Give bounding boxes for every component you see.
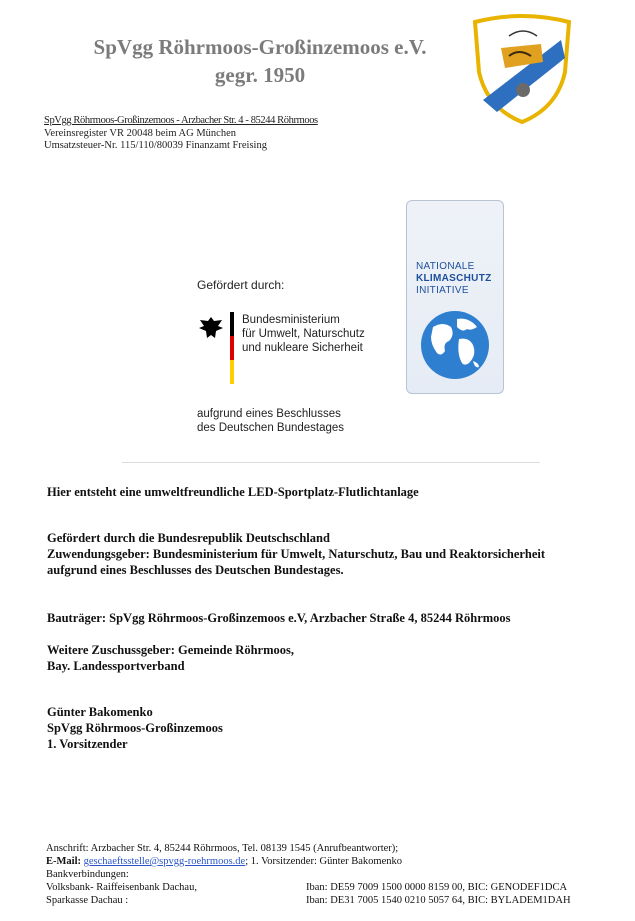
funding-line-3: aufgrund eines Beschlusses des Deutschen Bundestages. [47,563,344,577]
email-label: E-Mail: [46,856,81,867]
divider [122,462,540,463]
funding-line-1: Gefördert durch die Bundesrepublik Deutschschland [47,531,330,545]
funding-line-2: Zuwendungsgeber: Bundesministerium für Umwelt, Naturschutz, Bau und Reaktorsicherheit [47,547,546,561]
bank1-iban: Iban: DE59 7009 1500 0000 8159 00, BIC: GENODEF1DCA [306,882,568,893]
klimaschutz-initiative-badge [406,200,504,394]
bank2-iban: Iban: DE31 7005 1540 0210 5057 64, BIC: BYLADEM1DAH [306,895,571,906]
kn-text [416,261,492,297]
bundestag-resolution [197,407,344,435]
footer-email-line [46,856,402,869]
ministry-name [242,313,365,355]
email-link[interactable]: geschaeftsstelle@spvgg-roehrmoos.de [83,856,246,867]
resolution-line-1: aufgrund eines Beschlusses [197,408,341,420]
bank1-name: Volksbank- Raiffeisenbank Dachau, [46,882,197,893]
signer-club: SpVgg Röhrmoos-Großinzemoos [47,721,223,735]
sender-address: SpVgg Röhrmoos-Großinzemoos - Arzbacher Str. 4 - 85244 Röhrmoos [44,115,318,126]
tax-info: Umsatzsteuer-Nr. 115/110/80039 Finanzamt Freising [44,140,267,151]
kn-line-1: NATIONALE [416,261,475,272]
federal-eagle-icon [196,314,226,344]
funded-by-label: Gefördert durch: [197,278,285,292]
club-name: SpVgg Röhrmoos-Großinzemoos e.V. [93,35,427,59]
sponsors-line-1: Weitere Zuschussgeber: Gemeinde Röhrmoos, [47,643,294,657]
bank2-name: Sparkasse Dachau : [46,895,129,906]
footer-address: Anschrift: Arzbacher Str. 4, 85244 Röhrmoos, Tel. 08139 1545 (Anrufbeantworter); [46,843,399,854]
german-flag-bar [230,312,234,384]
resolution-line-2: des Deutschen Bundestages [197,422,345,434]
funding-paragraph [47,530,545,578]
email-suffix: ; 1. Vorsitzender: Günter Bakomenko [245,856,403,867]
bank-label: Bankverbindungen: [46,869,129,880]
signature-block [47,704,223,752]
builder-info: Bauträger: SpVgg Röhrmoos-Großinzemoos e.V, Arzbacher Straße 4, 85244 Röhrmoos [47,611,511,625]
headline: Hier entsteht eine umweltfreundliche LED-Sportplatz-Flutlichtanlage [47,485,419,499]
ministry-line-2: für Umwelt, Naturschutz [242,328,365,340]
club-crest-logo [469,12,575,126]
signer-name: Günter Bakomenko [47,705,153,719]
additional-sponsors [47,642,294,674]
sponsors-line-2: Bay. Landessportverband [47,659,185,673]
founded-year: gegr. 1950 [214,63,306,87]
kn-line-2: KLIMASCHUTZ [416,273,492,284]
register-info: Vereinsregister VR 20048 beim AG München [44,128,236,139]
signer-role: 1. Vorsitzender [47,737,128,751]
kn-line-3: INITIATIVE [416,285,469,296]
ministry-line-3: und nukleare Sicherheit [242,342,363,354]
globe-icon [419,309,491,381]
ministry-line-1: Bundesministerium [242,314,340,326]
